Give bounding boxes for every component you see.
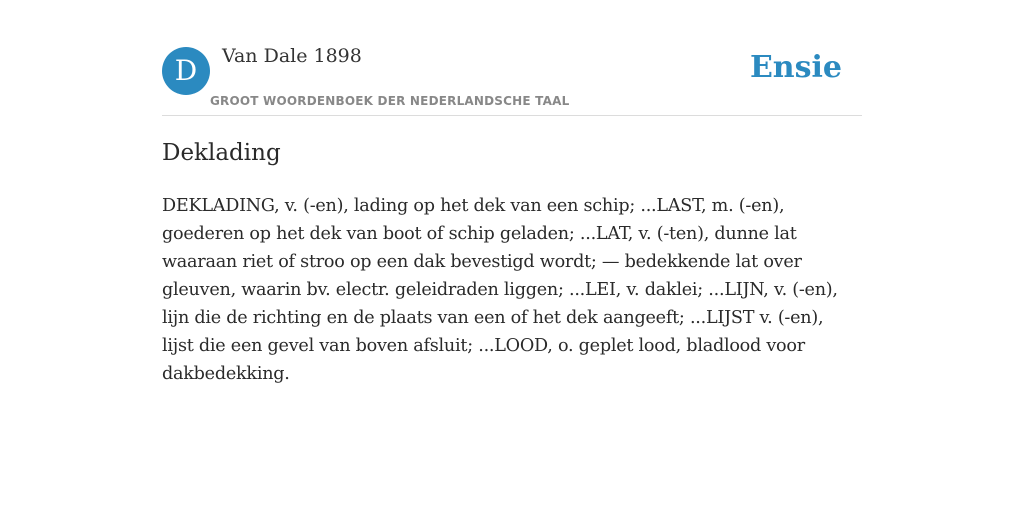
source-title[interactable]: Van Dale 1898 [222,45,362,67]
entry-definition: DEKLADING, v. (-en), lading op het dek van een schip; ...LAST, m. (-en), goederen op het dek van boot of schip geladen; ...LAT, v. (-ten), dunne lat waaraan riet of stroo op een dak bevestigd wordt; — bedekkende lat over gleuven, waarin bv. electr. geleidraden liggen; ...LEI, v. daklei; ...LIJN, v. (-en), lijn die de richting en de plaats van een of het dek aangeeft; ...LIJST v. (-en), lijst die een gevel van boven afsluit; ...LOOD, o. geplet lood, bladlood voor dakbedekking. [162,196,838,384]
ensie-logo[interactable]: Ensie [749,50,842,85]
entry-title: Deklading [162,140,281,166]
source-subtitle: GROOT WOORDENBOEK DER NEDERLANDSCHE TAAL [210,94,570,108]
source-header [162,0,862,116]
page-container [162,0,862,384]
source-avatar[interactable]: D [162,47,210,95]
